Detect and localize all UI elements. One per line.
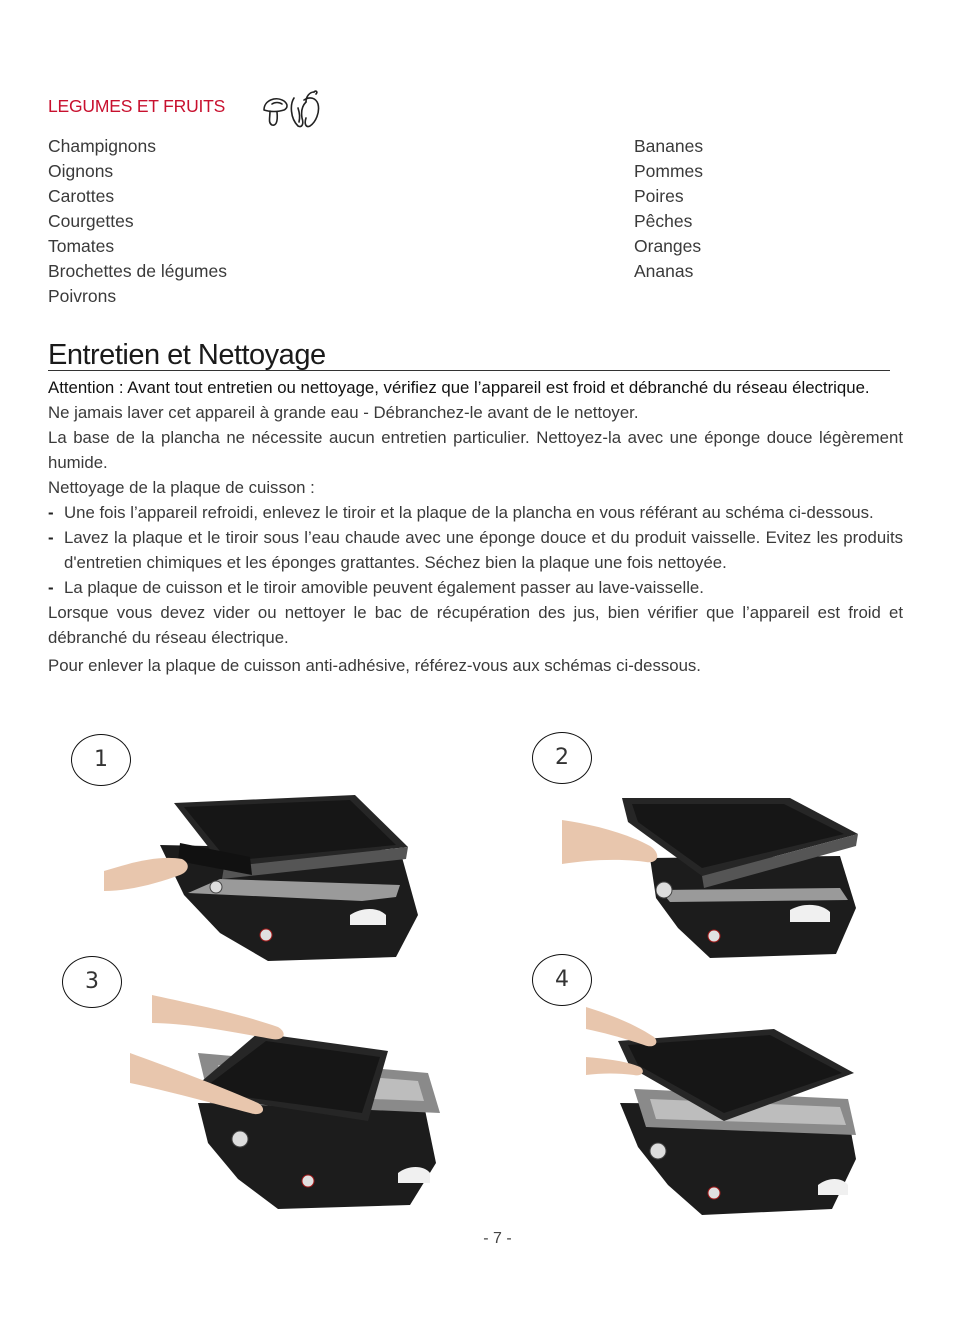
bullet-dash: - (48, 578, 54, 597)
section-title: LEGUMES ET FRUITS (48, 96, 226, 116)
page-number: - 7 - (483, 1230, 512, 1247)
bullet-item (48, 525, 903, 575)
list-item: Poires (634, 186, 684, 206)
step-2-number: 2 (532, 732, 592, 784)
attention-notice: Attention : Avant tout entretien ou nettoyage, vérifiez que l’appareil est froid et débranché du réseau électrique. (48, 378, 870, 397)
bullet-text: Lavez la plaque et le tiroir sous l’eau chaude avec une éponge douce et du produit vaisselle. Evitez les produits d'entretien chimiques et les éponges grattantes. Séchez bien la plaque une fois nettoyée. (64, 528, 903, 572)
list-item: Poivrons (48, 286, 117, 306)
step-3-number: 3 (62, 956, 122, 1008)
list-item: Courgettes (48, 211, 134, 231)
list-item: Bananes (634, 136, 704, 156)
bullet-item (48, 500, 903, 525)
step-1-number: 1 (71, 734, 131, 786)
step-3-photo (128, 993, 448, 1213)
list-item: Champignons (48, 136, 156, 156)
paragraph: Pour enlever la plaque de cuisson anti-adhésive, référez-vous aux schémas ci-dessous. (48, 656, 701, 675)
step-1-photo (100, 775, 430, 970)
bullet-dash: - (48, 503, 54, 522)
list-item: Tomates (48, 236, 115, 256)
maintenance-text (48, 375, 903, 678)
paragraph: La base de la plancha ne nécessite aucun entretien particulier. Nettoyez-la avec une éponge douce légèrement humide. (48, 428, 903, 472)
list-item: Oranges (634, 236, 702, 256)
paragraph: Ne jamais laver cet appareil à grande eau - Débranchez-le avant de le nettoyer. (48, 403, 639, 422)
bullet-item (48, 575, 903, 600)
list-item: Oignons (48, 161, 114, 181)
step-4-number: 4 (532, 954, 592, 1006)
page-heading: Entretien et Nettoyage (48, 336, 890, 371)
list-item: Ananas (634, 261, 694, 281)
list-item: Carottes (48, 186, 115, 206)
fruits-list (634, 134, 703, 284)
paragraph: Lorsque vous devez vider ou nettoyer le bac de récupération des jus, bien vérifier que l’appareil est froid et débranché du réseau électrique. (48, 603, 903, 647)
step-4-photo (584, 1003, 864, 1221)
list-item: Pommes (634, 161, 704, 181)
vegetables-icon (258, 88, 326, 132)
list-item: Brochettes de légumes (48, 261, 227, 281)
step-2-photo (560, 798, 860, 966)
list-item: Pêches (634, 211, 693, 231)
bullet-text: Une fois l’appareil refroidi, enlevez le tiroir et la plaque de la plancha en vous référant au schéma ci-dessous. (64, 503, 874, 522)
paragraph: Nettoyage de la plaque de cuisson : (48, 478, 315, 497)
bullet-text: La plaque de cuisson et le tiroir amovible peuvent également passer au lave-vaisselle. (64, 578, 704, 597)
bullet-dash: - (48, 528, 54, 547)
vegetables-list (48, 134, 227, 309)
